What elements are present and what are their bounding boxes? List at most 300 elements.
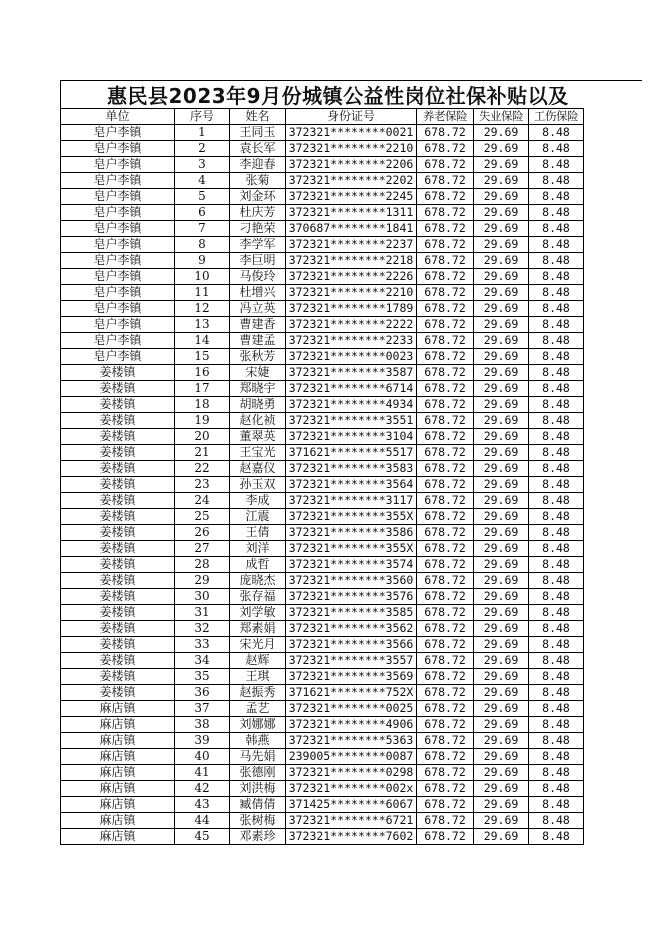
table-row bbox=[61, 285, 584, 301]
cell-unit: 麻店镇 bbox=[61, 813, 175, 829]
cell-injury: 8.48 bbox=[529, 733, 584, 749]
cell-name: 江震 bbox=[230, 509, 286, 525]
cell-id: 372321********2233 bbox=[286, 333, 417, 349]
cell-no: 29 bbox=[175, 573, 230, 589]
cell-unit: 皂户李镇 bbox=[61, 349, 175, 365]
table-row bbox=[61, 125, 584, 141]
table-row bbox=[61, 173, 584, 189]
cell-pension: 678.72 bbox=[417, 717, 474, 733]
cell-no: 4 bbox=[175, 173, 230, 189]
cell-pension: 678.72 bbox=[417, 509, 474, 525]
cell-unemployment: 29.69 bbox=[474, 349, 529, 365]
table-row bbox=[61, 253, 584, 269]
cell-unit: 皂户李镇 bbox=[61, 333, 175, 349]
cell-injury: 8.48 bbox=[529, 173, 584, 189]
cell-no: 30 bbox=[175, 589, 230, 605]
cell-unemployment: 29.69 bbox=[474, 797, 529, 813]
table-row bbox=[61, 333, 584, 349]
cell-unemployment: 29.69 bbox=[474, 429, 529, 445]
cell-id: 370687********1841 bbox=[286, 221, 417, 237]
table-row bbox=[61, 781, 584, 797]
cell-pension: 678.72 bbox=[417, 461, 474, 477]
cell-unit: 麻店镇 bbox=[61, 765, 175, 781]
cell-name: 曹建香 bbox=[230, 317, 286, 333]
cell-unemployment: 29.69 bbox=[474, 141, 529, 157]
cell-name: 王宝光 bbox=[230, 445, 286, 461]
cell-unemployment: 29.69 bbox=[474, 477, 529, 493]
cell-unit: 姜楼镇 bbox=[61, 477, 175, 493]
cell-pension: 678.72 bbox=[417, 157, 474, 173]
cell-no: 23 bbox=[175, 477, 230, 493]
cell-unit: 皂户李镇 bbox=[61, 125, 175, 141]
cell-name: 刘学敏 bbox=[230, 605, 286, 621]
cell-name: 韩燕 bbox=[230, 733, 286, 749]
cell-name: 李学军 bbox=[230, 237, 286, 253]
cell-pension: 678.72 bbox=[417, 781, 474, 797]
cell-name: 张秋芳 bbox=[230, 349, 286, 365]
cell-id: 372321********6714 bbox=[286, 381, 417, 397]
cell-id: 372321********3586 bbox=[286, 525, 417, 541]
cell-name: 刘洪梅 bbox=[230, 781, 286, 797]
cell-pension: 678.72 bbox=[417, 141, 474, 157]
cell-id: 372321********3585 bbox=[286, 605, 417, 621]
cell-name: 董翠英 bbox=[230, 429, 286, 445]
cell-unit: 姜楼镇 bbox=[61, 429, 175, 445]
cell-name: 孟艺 bbox=[230, 701, 286, 717]
cell-pension: 678.72 bbox=[417, 221, 474, 237]
cell-unemployment: 29.69 bbox=[474, 493, 529, 509]
cell-no: 38 bbox=[175, 717, 230, 733]
cell-unit: 麻店镇 bbox=[61, 717, 175, 733]
subsidy-table bbox=[60, 108, 584, 845]
cell-no: 1 bbox=[175, 125, 230, 141]
header-row bbox=[61, 109, 584, 125]
cell-pension: 678.72 bbox=[417, 573, 474, 589]
cell-injury: 8.48 bbox=[529, 125, 584, 141]
cell-unemployment: 29.69 bbox=[474, 733, 529, 749]
cell-id: 372321********4906 bbox=[286, 717, 417, 733]
cell-pension: 678.72 bbox=[417, 797, 474, 813]
cell-unit: 姜楼镇 bbox=[61, 557, 175, 573]
cell-unemployment: 29.69 bbox=[474, 445, 529, 461]
cell-name: 郑晓宇 bbox=[230, 381, 286, 397]
cell-name: 李迎春 bbox=[230, 157, 286, 173]
table-row bbox=[61, 829, 584, 845]
cell-name: 袁长军 bbox=[230, 141, 286, 157]
cell-no: 15 bbox=[175, 349, 230, 365]
cell-no: 13 bbox=[175, 317, 230, 333]
table-row bbox=[61, 301, 584, 317]
cell-id: 372321********2226 bbox=[286, 269, 417, 285]
cell-pension: 678.72 bbox=[417, 413, 474, 429]
cell-id: 372321********3564 bbox=[286, 477, 417, 493]
cell-id: 372321********002x bbox=[286, 781, 417, 797]
cell-injury: 8.48 bbox=[529, 685, 584, 701]
cell-no: 20 bbox=[175, 429, 230, 445]
cell-injury: 8.48 bbox=[529, 157, 584, 173]
table-row bbox=[61, 189, 584, 205]
cell-name: 刘娜娜 bbox=[230, 717, 286, 733]
cell-pension: 678.72 bbox=[417, 173, 474, 189]
cell-pension: 678.72 bbox=[417, 829, 474, 845]
cell-name: 赵嘉仪 bbox=[230, 461, 286, 477]
cell-name: 赵化祯 bbox=[230, 413, 286, 429]
table-row bbox=[61, 349, 584, 365]
table-row bbox=[61, 269, 584, 285]
cell-injury: 8.48 bbox=[529, 317, 584, 333]
table-row bbox=[61, 205, 584, 221]
cell-no: 19 bbox=[175, 413, 230, 429]
table-row bbox=[61, 797, 584, 813]
cell-id: 372321********2210 bbox=[286, 285, 417, 301]
cell-pension: 678.72 bbox=[417, 285, 474, 301]
cell-unit: 皂户李镇 bbox=[61, 221, 175, 237]
cell-unit: 姜楼镇 bbox=[61, 589, 175, 605]
cell-unit: 姜楼镇 bbox=[61, 365, 175, 381]
cell-unit: 姜楼镇 bbox=[61, 653, 175, 669]
table-row bbox=[61, 157, 584, 173]
cell-no: 43 bbox=[175, 797, 230, 813]
cell-no: 14 bbox=[175, 333, 230, 349]
cell-id: 372321********2245 bbox=[286, 189, 417, 205]
cell-unit: 姜楼镇 bbox=[61, 413, 175, 429]
cell-unit: 麻店镇 bbox=[61, 781, 175, 797]
cell-pension: 678.72 bbox=[417, 125, 474, 141]
cell-unit: 麻店镇 bbox=[61, 749, 175, 765]
cell-injury: 8.48 bbox=[529, 509, 584, 525]
table-row bbox=[61, 445, 584, 461]
cell-unemployment: 29.69 bbox=[474, 621, 529, 637]
cell-no: 18 bbox=[175, 397, 230, 413]
table-row bbox=[61, 221, 584, 237]
cell-id: 372321********3569 bbox=[286, 669, 417, 685]
cell-unit: 皂户李镇 bbox=[61, 205, 175, 221]
cell-injury: 8.48 bbox=[529, 269, 584, 285]
cell-unit: 姜楼镇 bbox=[61, 621, 175, 637]
cell-id: 371425********6067 bbox=[286, 797, 417, 813]
cell-unit: 皂户李镇 bbox=[61, 285, 175, 301]
table-row bbox=[61, 525, 584, 541]
cell-no: 9 bbox=[175, 253, 230, 269]
header-no: 序号 bbox=[175, 109, 230, 125]
table-row bbox=[61, 541, 584, 557]
cell-no: 3 bbox=[175, 157, 230, 173]
cell-no: 31 bbox=[175, 605, 230, 621]
cell-unemployment: 29.69 bbox=[474, 253, 529, 269]
cell-id: 372321********2210 bbox=[286, 141, 417, 157]
cell-unit: 姜楼镇 bbox=[61, 493, 175, 509]
cell-injury: 8.48 bbox=[529, 413, 584, 429]
cell-id: 371621********752X bbox=[286, 685, 417, 701]
table-row bbox=[61, 637, 584, 653]
table-row bbox=[61, 237, 584, 253]
cell-id: 372321********3562 bbox=[286, 621, 417, 637]
cell-pension: 678.72 bbox=[417, 365, 474, 381]
cell-unit: 姜楼镇 bbox=[61, 685, 175, 701]
table-row bbox=[61, 461, 584, 477]
cell-id: 372321********1789 bbox=[286, 301, 417, 317]
cell-name: 庞晓杰 bbox=[230, 573, 286, 589]
cell-name: 刘金环 bbox=[230, 189, 286, 205]
cell-id: 372321********3104 bbox=[286, 429, 417, 445]
cell-no: 34 bbox=[175, 653, 230, 669]
cell-no: 28 bbox=[175, 557, 230, 573]
cell-pension: 678.72 bbox=[417, 557, 474, 573]
table-row bbox=[61, 653, 584, 669]
cell-pension: 678.72 bbox=[417, 317, 474, 333]
cell-unit: 麻店镇 bbox=[61, 701, 175, 717]
cell-id: 372321********7602 bbox=[286, 829, 417, 845]
table-row bbox=[61, 717, 584, 733]
cell-no: 11 bbox=[175, 285, 230, 301]
cell-pension: 678.72 bbox=[417, 701, 474, 717]
cell-name: 王琪 bbox=[230, 669, 286, 685]
cell-name: 邓素珍 bbox=[230, 829, 286, 845]
cell-pension: 678.72 bbox=[417, 397, 474, 413]
cell-unemployment: 29.69 bbox=[474, 637, 529, 653]
cell-injury: 8.48 bbox=[529, 797, 584, 813]
cell-name: 刁艳荣 bbox=[230, 221, 286, 237]
cell-name: 郑素娟 bbox=[230, 621, 286, 637]
cell-injury: 8.48 bbox=[529, 285, 584, 301]
cell-unemployment: 29.69 bbox=[474, 749, 529, 765]
cell-no: 5 bbox=[175, 189, 230, 205]
cell-injury: 8.48 bbox=[529, 445, 584, 461]
table-row bbox=[61, 381, 584, 397]
cell-no: 10 bbox=[175, 269, 230, 285]
table-row bbox=[61, 749, 584, 765]
table-row bbox=[61, 141, 584, 157]
cell-injury: 8.48 bbox=[529, 461, 584, 477]
cell-unit: 皂户李镇 bbox=[61, 141, 175, 157]
cell-name: 杜庆芳 bbox=[230, 205, 286, 221]
cell-injury: 8.48 bbox=[529, 493, 584, 509]
cell-name: 孙玉双 bbox=[230, 477, 286, 493]
cell-pension: 678.72 bbox=[417, 381, 474, 397]
cell-name: 宋光月 bbox=[230, 637, 286, 653]
cell-unemployment: 29.69 bbox=[474, 669, 529, 685]
cell-injury: 8.48 bbox=[529, 221, 584, 237]
cell-injury: 8.48 bbox=[529, 637, 584, 653]
cell-id: 372321********3574 bbox=[286, 557, 417, 573]
cell-name: 李巨明 bbox=[230, 253, 286, 269]
cell-unemployment: 29.69 bbox=[474, 781, 529, 797]
cell-no: 27 bbox=[175, 541, 230, 557]
cell-id: 372321********3583 bbox=[286, 461, 417, 477]
cell-name: 张树梅 bbox=[230, 813, 286, 829]
cell-injury: 8.48 bbox=[529, 749, 584, 765]
table-row bbox=[61, 605, 584, 621]
cell-injury: 8.48 bbox=[529, 237, 584, 253]
cell-name: 成哲 bbox=[230, 557, 286, 573]
cell-name: 臧倩倩 bbox=[230, 797, 286, 813]
cell-unemployment: 29.69 bbox=[474, 461, 529, 477]
cell-name: 杜增兴 bbox=[230, 285, 286, 301]
cell-unemployment: 29.69 bbox=[474, 269, 529, 285]
cell-pension: 678.72 bbox=[417, 733, 474, 749]
cell-no: 26 bbox=[175, 525, 230, 541]
cell-id: 372321********6721 bbox=[286, 813, 417, 829]
table-row bbox=[61, 477, 584, 493]
cell-unit: 皂户李镇 bbox=[61, 317, 175, 333]
cell-injury: 8.48 bbox=[529, 349, 584, 365]
cell-id: 372321********3557 bbox=[286, 653, 417, 669]
cell-pension: 678.72 bbox=[417, 669, 474, 685]
cell-unit: 皂户李镇 bbox=[61, 253, 175, 269]
cell-no: 16 bbox=[175, 365, 230, 381]
cell-unit: 麻店镇 bbox=[61, 829, 175, 845]
cell-pension: 678.72 bbox=[417, 445, 474, 461]
table-row bbox=[61, 701, 584, 717]
cell-injury: 8.48 bbox=[529, 333, 584, 349]
cell-unemployment: 29.69 bbox=[474, 413, 529, 429]
cell-id: 372321********3560 bbox=[286, 573, 417, 589]
cell-unemployment: 29.69 bbox=[474, 189, 529, 205]
cell-unemployment: 29.69 bbox=[474, 237, 529, 253]
cell-unemployment: 29.69 bbox=[474, 381, 529, 397]
cell-injury: 8.48 bbox=[529, 301, 584, 317]
cell-unit: 姜楼镇 bbox=[61, 605, 175, 621]
cell-injury: 8.48 bbox=[529, 429, 584, 445]
cell-unemployment: 29.69 bbox=[474, 557, 529, 573]
cell-pension: 678.72 bbox=[417, 541, 474, 557]
table-row bbox=[61, 429, 584, 445]
cell-no: 33 bbox=[175, 637, 230, 653]
cell-pension: 678.72 bbox=[417, 205, 474, 221]
cell-id: 239005********0087 bbox=[286, 749, 417, 765]
table-row bbox=[61, 733, 584, 749]
table-row bbox=[61, 669, 584, 685]
table-row bbox=[61, 621, 584, 637]
cell-injury: 8.48 bbox=[529, 621, 584, 637]
cell-unit: 姜楼镇 bbox=[61, 461, 175, 477]
cell-id: 372321********2237 bbox=[286, 237, 417, 253]
cell-no: 36 bbox=[175, 685, 230, 701]
cell-unit: 姜楼镇 bbox=[61, 397, 175, 413]
cell-pension: 678.72 bbox=[417, 685, 474, 701]
cell-unemployment: 29.69 bbox=[474, 205, 529, 221]
cell-no: 7 bbox=[175, 221, 230, 237]
cell-unemployment: 29.69 bbox=[474, 829, 529, 845]
cell-unemployment: 29.69 bbox=[474, 653, 529, 669]
table-row bbox=[61, 813, 584, 829]
cell-unit: 姜楼镇 bbox=[61, 637, 175, 653]
cell-id: 372321********2218 bbox=[286, 253, 417, 269]
cell-id: 372321********5363 bbox=[286, 733, 417, 749]
header-injury: 工伤保险 bbox=[529, 109, 584, 125]
cell-no: 17 bbox=[175, 381, 230, 397]
cell-injury: 8.48 bbox=[529, 653, 584, 669]
table-row bbox=[61, 365, 584, 381]
cell-injury: 8.48 bbox=[529, 781, 584, 797]
cell-injury: 8.48 bbox=[529, 477, 584, 493]
header-unit: 单位 bbox=[61, 109, 175, 125]
cell-pension: 678.72 bbox=[417, 477, 474, 493]
cell-unemployment: 29.69 bbox=[474, 605, 529, 621]
cell-pension: 678.72 bbox=[417, 525, 474, 541]
cell-injury: 8.48 bbox=[529, 605, 584, 621]
header-id: 身份证号 bbox=[286, 109, 417, 125]
table-row bbox=[61, 317, 584, 333]
cell-unemployment: 29.69 bbox=[474, 509, 529, 525]
cell-unemployment: 29.69 bbox=[474, 365, 529, 381]
cell-unemployment: 29.69 bbox=[474, 765, 529, 781]
table-row bbox=[61, 685, 584, 701]
cell-injury: 8.48 bbox=[529, 381, 584, 397]
cell-id: 372321********0021 bbox=[286, 125, 417, 141]
header-pension: 养老保险 bbox=[417, 109, 474, 125]
cell-injury: 8.48 bbox=[529, 765, 584, 781]
cell-pension: 678.72 bbox=[417, 333, 474, 349]
cell-unit: 皂户李镇 bbox=[61, 173, 175, 189]
cell-injury: 8.48 bbox=[529, 141, 584, 157]
cell-unit: 皂户李镇 bbox=[61, 237, 175, 253]
sheet-title: 惠民县2023年9月份城镇公益性岗位社保补贴以及 bbox=[60, 80, 642, 108]
cell-unemployment: 29.69 bbox=[474, 701, 529, 717]
cell-name: 张存福 bbox=[230, 589, 286, 605]
cell-name: 赵振秀 bbox=[230, 685, 286, 701]
cell-unit: 姜楼镇 bbox=[61, 541, 175, 557]
cell-unit: 皂户李镇 bbox=[61, 301, 175, 317]
table-row bbox=[61, 413, 584, 429]
cell-injury: 8.48 bbox=[529, 701, 584, 717]
cell-injury: 8.48 bbox=[529, 397, 584, 413]
table-row bbox=[61, 493, 584, 509]
cell-injury: 8.48 bbox=[529, 813, 584, 829]
cell-pension: 678.72 bbox=[417, 269, 474, 285]
cell-unemployment: 29.69 bbox=[474, 397, 529, 413]
cell-name: 马先娟 bbox=[230, 749, 286, 765]
cell-no: 40 bbox=[175, 749, 230, 765]
cell-unemployment: 29.69 bbox=[474, 685, 529, 701]
cell-pension: 678.72 bbox=[417, 237, 474, 253]
cell-unemployment: 29.69 bbox=[474, 589, 529, 605]
cell-id: 371621********5517 bbox=[286, 445, 417, 461]
cell-id: 372321********3566 bbox=[286, 637, 417, 653]
cell-name: 李成 bbox=[230, 493, 286, 509]
cell-id: 372321********4934 bbox=[286, 397, 417, 413]
cell-no: 24 bbox=[175, 493, 230, 509]
cell-name: 赵辉 bbox=[230, 653, 286, 669]
cell-unemployment: 29.69 bbox=[474, 573, 529, 589]
cell-no: 12 bbox=[175, 301, 230, 317]
cell-name: 胡晓勇 bbox=[230, 397, 286, 413]
cell-unemployment: 29.69 bbox=[474, 125, 529, 141]
cell-unemployment: 29.69 bbox=[474, 717, 529, 733]
table-row bbox=[61, 765, 584, 781]
cell-no: 37 bbox=[175, 701, 230, 717]
table-row bbox=[61, 397, 584, 413]
cell-unemployment: 29.69 bbox=[474, 301, 529, 317]
cell-no: 39 bbox=[175, 733, 230, 749]
cell-id: 372321********0023 bbox=[286, 349, 417, 365]
cell-unit: 姜楼镇 bbox=[61, 445, 175, 461]
cell-name: 王倩 bbox=[230, 525, 286, 541]
cell-injury: 8.48 bbox=[529, 205, 584, 221]
cell-unit: 姜楼镇 bbox=[61, 669, 175, 685]
cell-pension: 678.72 bbox=[417, 653, 474, 669]
cell-id: 372321********3587 bbox=[286, 365, 417, 381]
cell-injury: 8.48 bbox=[529, 669, 584, 685]
cell-no: 6 bbox=[175, 205, 230, 221]
cell-id: 372321********0298 bbox=[286, 765, 417, 781]
cell-pension: 678.72 bbox=[417, 813, 474, 829]
cell-injury: 8.48 bbox=[529, 365, 584, 381]
cell-name: 刘洋 bbox=[230, 541, 286, 557]
table-body bbox=[61, 125, 584, 845]
cell-injury: 8.48 bbox=[529, 525, 584, 541]
cell-unit: 姜楼镇 bbox=[61, 381, 175, 397]
